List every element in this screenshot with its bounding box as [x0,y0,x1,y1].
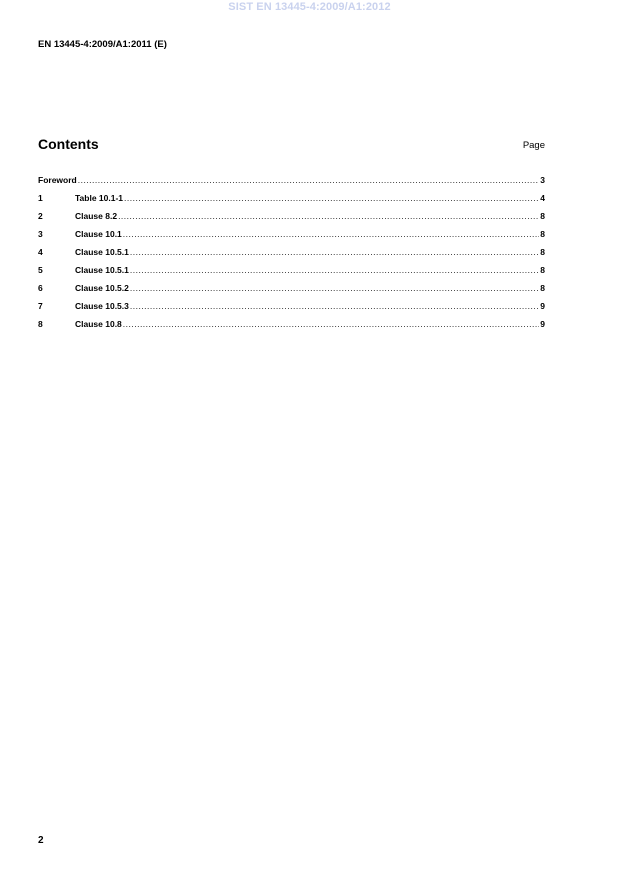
toc-entry[interactable] [38,229,545,247]
toc-leader-dots [123,319,539,329]
toc-entry[interactable] [38,283,545,301]
toc-entry-page: 8 [540,211,545,221]
toc-entry[interactable] [38,319,545,337]
toc-leader-dots [118,211,539,221]
toc-leader-dots [130,283,539,293]
toc-entry-number: 3 [38,229,43,239]
toc-entry-page: 4 [540,193,545,203]
toc-entry-number: 6 [38,283,43,293]
toc-entry[interactable] [38,247,545,265]
toc-leader-dots [123,229,539,239]
toc-entry-page: 8 [540,229,545,239]
toc-entry-number: 8 [38,319,43,329]
watermark: SIST EN 13445-4:2009/A1:2012 [228,1,391,13]
toc-entry-page: 3 [540,175,545,185]
toc-entry-title: Clause 10.5.1 [75,265,129,275]
toc-entry-title: Clause 8.2 [75,211,118,221]
toc-leader-dots [124,193,539,203]
toc-entry-title: Foreword [38,175,77,185]
toc-entry-title: Clause 10.1 [75,229,122,239]
toc-entry-number: 7 [38,301,43,311]
page-number: 2 [38,835,44,846]
toc-entry[interactable] [38,301,545,319]
toc-leader-dots [130,247,539,257]
toc-entry-page: 8 [540,283,545,293]
toc-entry-title: Clause 10.5.2 [75,283,129,293]
toc-entry[interactable] [38,193,545,211]
toc-entry-number: 2 [38,211,43,221]
toc-leader-dots [78,175,540,185]
toc-entry-foreword[interactable] [38,175,545,193]
toc-entry-page: 8 [540,247,545,257]
toc-entry-title: Clause 10.5.3 [75,301,129,311]
table-of-contents [38,175,545,337]
toc-entry-title: Clause 10.8 [75,319,122,329]
toc-leader-dots [130,265,539,275]
page-column-label: Page [522,140,545,151]
toc-entry-page: 9 [540,319,545,329]
toc-entry-page: 8 [540,265,545,275]
toc-entry[interactable] [38,265,545,283]
toc-entry[interactable] [38,211,545,229]
toc-leader-dots [130,301,539,311]
toc-entry-title: Table 10.1-1 [75,193,124,203]
document-id: EN 13445-4:2009/A1:2011 (E) [38,39,167,50]
toc-entry-title: Clause 10.5.1 [75,247,129,257]
toc-entry-page: 9 [540,301,545,311]
contents-title: Contents [38,136,99,152]
toc-entry-number: 5 [38,265,43,275]
toc-entry-number: 4 [38,247,43,257]
toc-entry-number: 1 [38,193,43,203]
